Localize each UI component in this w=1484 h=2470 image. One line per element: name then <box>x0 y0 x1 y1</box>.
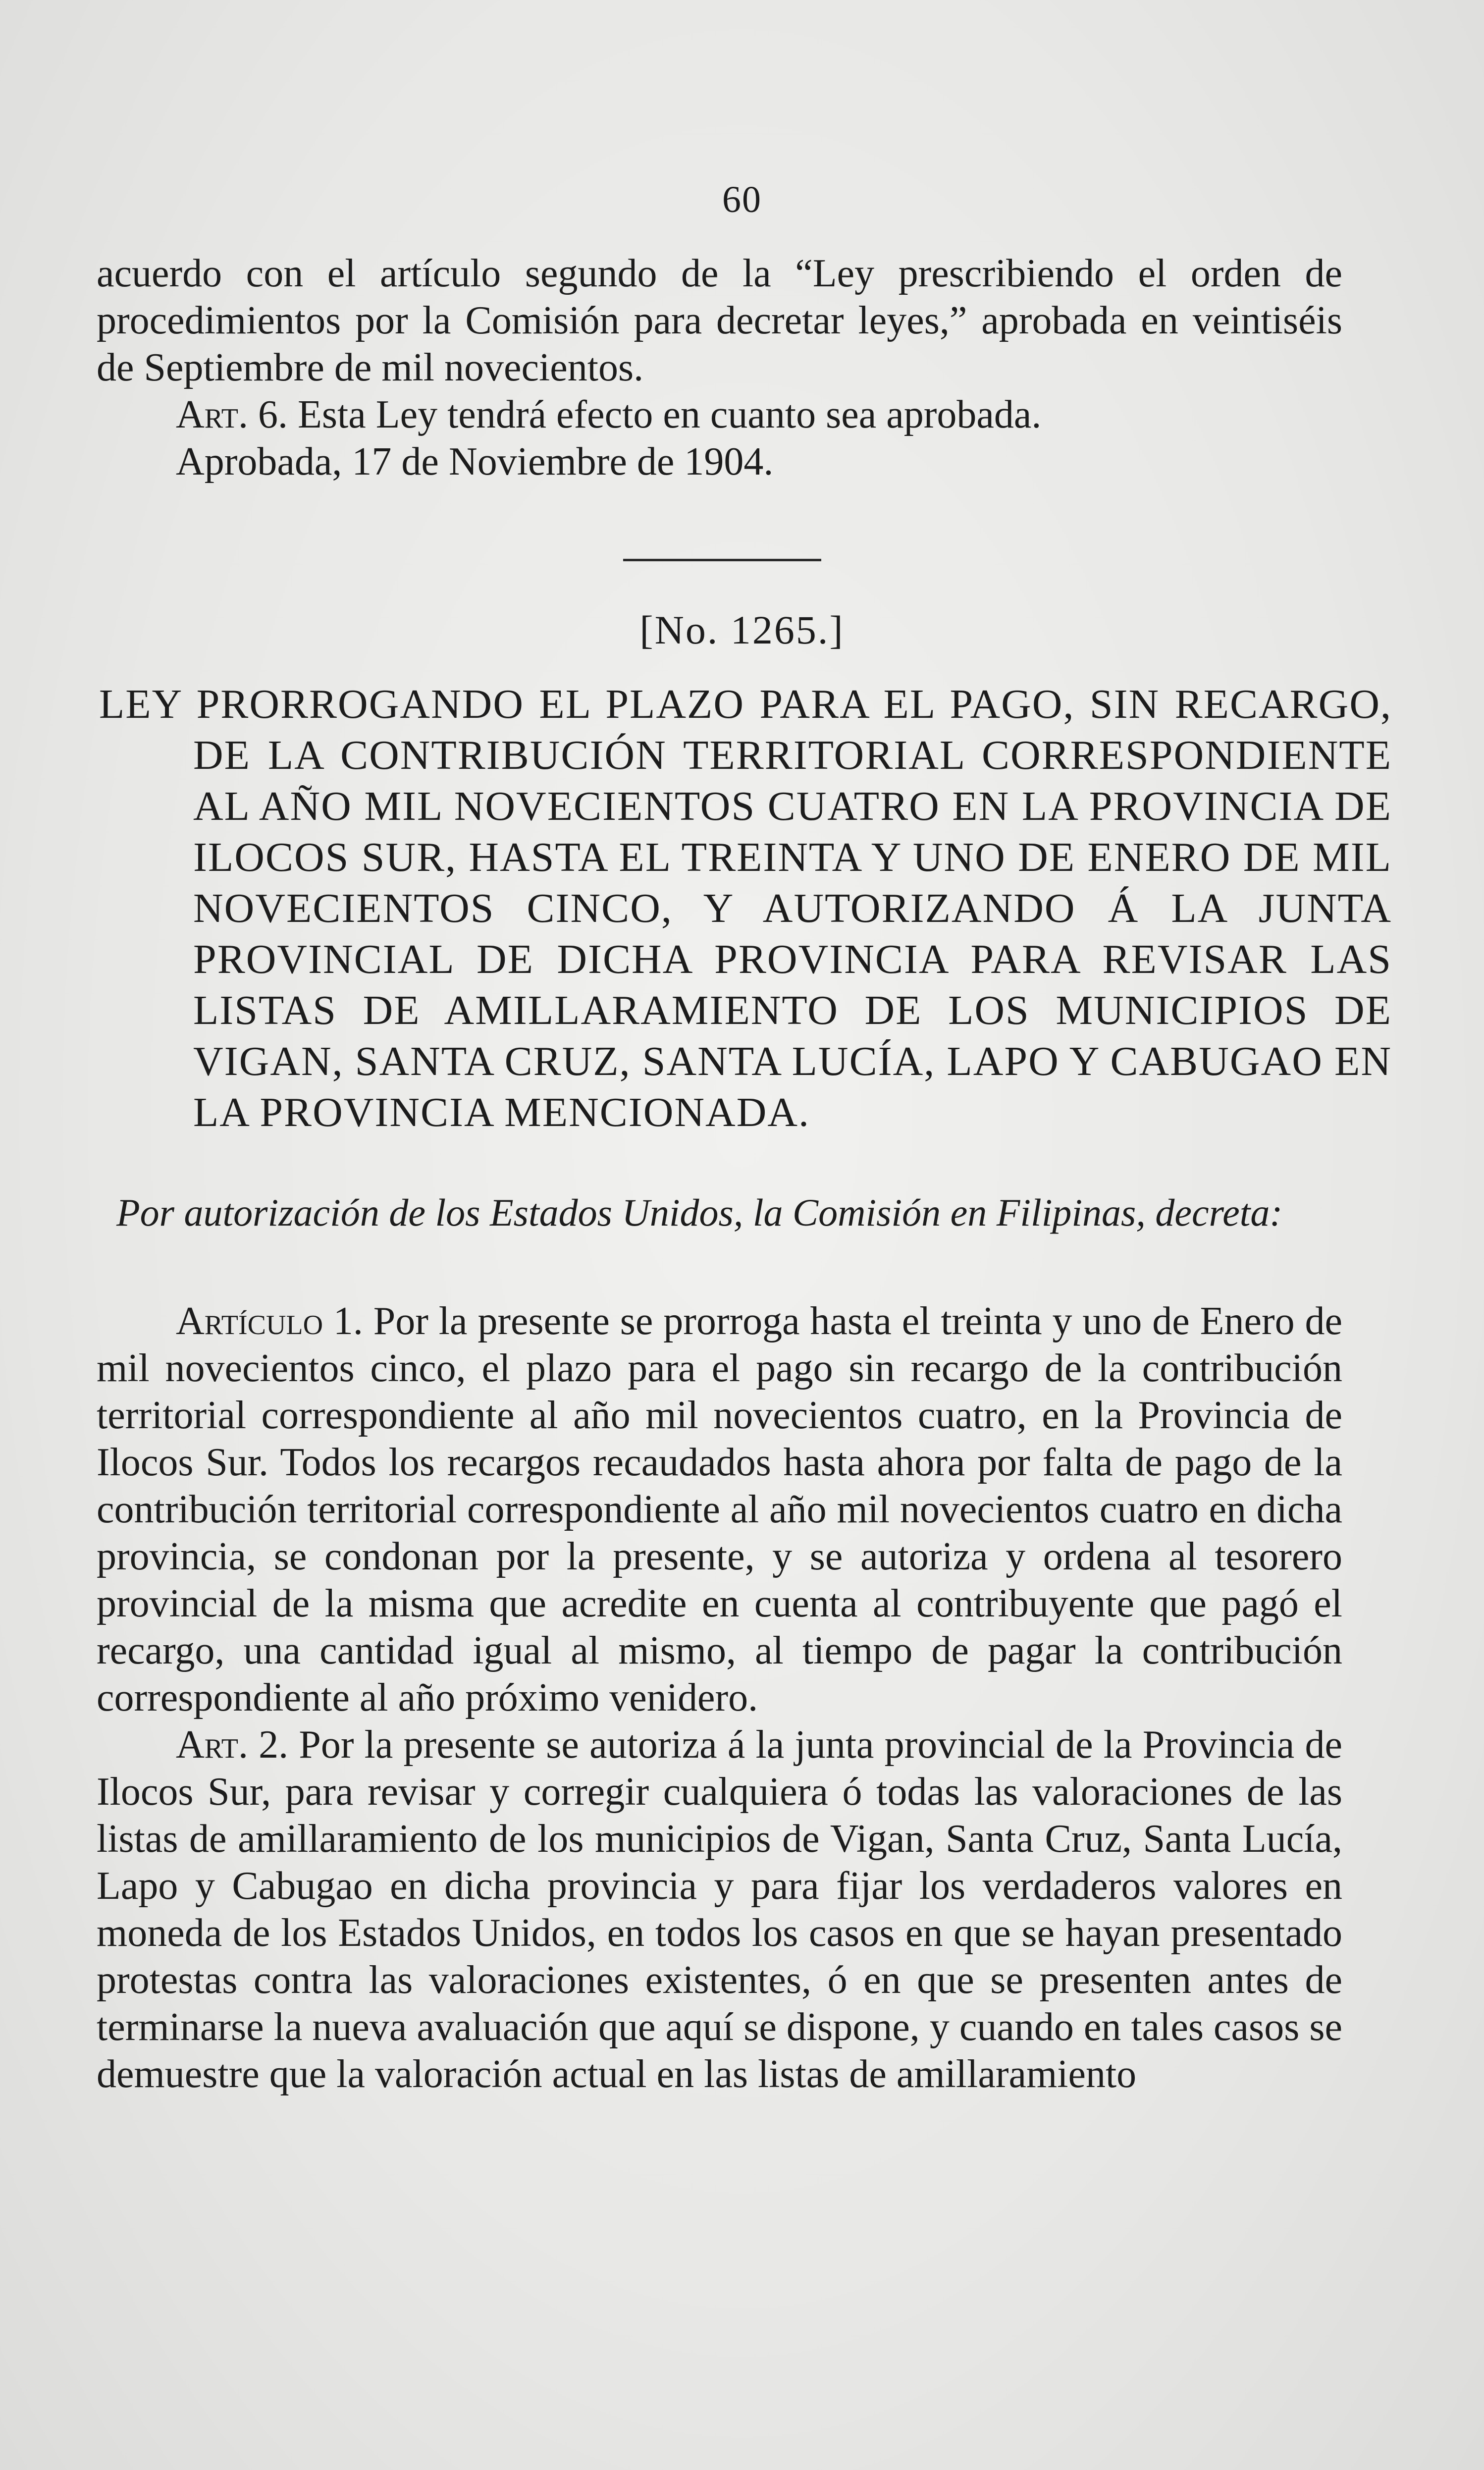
article-2-label: Art. 2. <box>176 1723 289 1767</box>
article-1-label: Artículo 1. <box>176 1299 363 1343</box>
law-number: [No. 1265.] <box>639 607 845 652</box>
article-1-text: Por la presente se prorroga hasta el treinta y uno de Enero de mil novecientos cinco, el plazo para el pago sin recargo de la contribución territorial correspondiente al año mil novecientos cuatro, en la Provincia de Ilocos Sur. Todos los recargos recaudados hasta ahora por falta de pago de la contribución territorial correspondiente al año mil novecientos cuatro en dicha provincia, se condonan por la presente, y se autoriza y ordena al tesorero provincial de la misma que acredite en cuenta al contribuyente que pagó el recargo, una cantidad igual al mismo, al tiempo de pagar la contribución correspondiente al año próximo venidero. <box>97 1299 1343 1719</box>
law-body <box>97 1298 1342 2098</box>
law-title: LEY PRORROGANDO EL PLAZO PARA EL PAGO, SIN RECARGO, DE LA CONTRIBUCIÓN TERRITORIAL CORRESPONDIENTE AL AÑO MIL NOVECIENTOS CUATRO EN LA PROVINCIA DE ILOCOS SUR, HASTA EL TREINTA Y UNO DE ENERO DE MIL NOVECIENTOS CINCO, Y AUTORIZANDO Á LA JUNTA PROVINCIAL DE DICHA PROVINCIA PARA REVISAR LAS LISTAS DE AMILLARAMIENTO DE LOS MUNICIPIOS DE VIGAN, SANTA CRUZ, SANTA LUCÍA, LAPO Y CABUGAO EN LA PROVINCIA MENCIONADA. <box>99 681 1392 1135</box>
approval-date: Aprobada, 17 de Noviembre de 1904. <box>176 440 774 483</box>
article-2-paragraph <box>97 1721 1342 2098</box>
preceding-law-ending <box>97 250 1342 485</box>
article-6-text: Esta Ley tendrá efecto en cuanto sea aprobada. <box>287 393 1042 436</box>
enacting-clause: Por autorización de los Estados Unidos, la Comisión en Filipinas, decreta: <box>116 1191 1283 1234</box>
section-divider <box>623 559 821 561</box>
article-2-text: Por la presente se autoriza á la junta provincial de la Provincia de Ilocos Sur, para revisar y corregir cualquiera ó todas las valoraciones de las listas de amillaramiento de los municipios de Vigan, Santa Cruz, Santa Lucía, Lapo y Cabugao en dicha provincia y para fijar los verdaderos valores en moneda de los Estados Unidos, en todos los casos en que se hayan presentado protestas contra las valoraciones existentes, ó en que se presenten antes de terminarse la nueva avaluación que aquí se dispone, y cuando en tales casos se demuestre que la valoración actual en las listas de amillaramiento <box>97 1723 1343 2096</box>
article-1-paragraph <box>97 1298 1342 1721</box>
continuation-paragraph: acuerdo con el artículo segundo de la “Ley prescribiendo el orden de procedimientos por la Comisión para decretar leyes,” aprobada en veintiséis de Septiembre de mil novecientos. <box>97 252 1342 389</box>
article-6-paragraph <box>97 391 1342 438</box>
page-number: 60 <box>722 179 762 220</box>
article-6-label: Art. 6. <box>176 393 288 436</box>
